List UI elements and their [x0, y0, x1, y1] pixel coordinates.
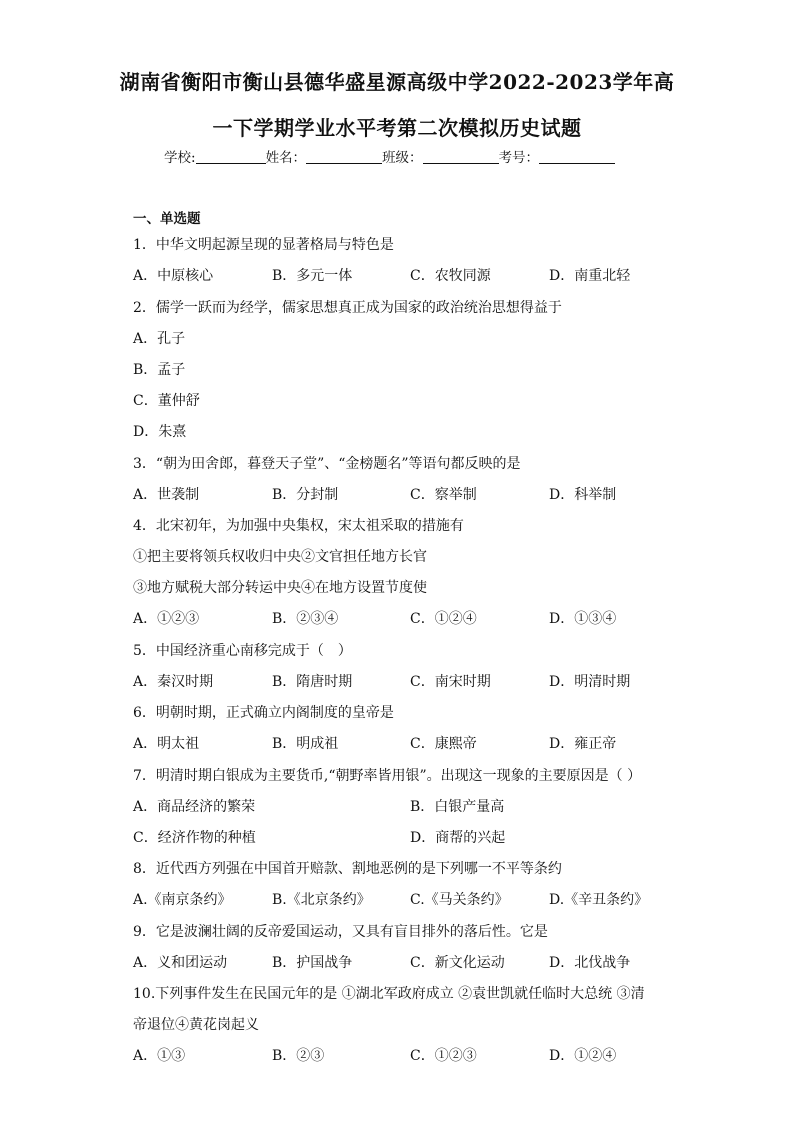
option-a: A．孔子 — [133, 331, 186, 347]
question-stem: 6．明朝时期，正式确立内阁制度的皇帝是 — [133, 705, 394, 721]
option-a: A．明太祖 — [133, 736, 200, 752]
option-b: B．②③ — [272, 1048, 325, 1064]
option-a: A．①②③ — [133, 611, 200, 627]
option-c: C．农牧同源 — [410, 268, 491, 284]
class-blank[interactable] — [423, 163, 499, 164]
question-stem: 9．它是波澜壮阔的反帝爱国运动，又具有盲目排外的落后性。它是 — [133, 924, 548, 940]
option-d: D.《辛丑条约》 — [549, 892, 649, 908]
question-sub-statement: ③地方赋税大部分转运中央④在地方设置节度使 — [133, 580, 427, 596]
option-b: B．隋唐时期 — [272, 674, 353, 690]
option-d: D．明清时期 — [549, 674, 631, 690]
option-d: D．雍正帝 — [549, 736, 617, 752]
exam-number-label: 考号： — [498, 150, 540, 166]
question-stem: 1．中华文明起源呈现的显著格局与特色是 — [133, 237, 394, 253]
option-a: A．秦汉时期 — [133, 674, 214, 690]
option-d: D．朱熹 — [133, 424, 187, 440]
option-b: B．明成祖 — [272, 736, 339, 752]
option-a: A．世袭制 — [133, 487, 200, 503]
question-stem: 10.下列事件发生在民国元年的是 ①湖北军政府成立 ②袁世凯就任临时大总统 ③清 — [133, 986, 645, 1002]
option-c: C．董仲舒 — [133, 393, 200, 409]
question-stem: 2．儒学一跃而为经学，儒家思想真正成为国家的政治统治思想得益于 — [133, 300, 562, 316]
option-a: A．中原核心 — [133, 268, 214, 284]
exam-title-line-2: 一下学期学业水平考第二次模拟历史试题 — [212, 116, 582, 140]
option-a: A．义和团运动 — [133, 955, 228, 971]
option-c: C．康熙帝 — [410, 736, 477, 752]
question-stem: 4．北宋初年，为加强中央集权，宋太祖采取的措施有 — [133, 518, 464, 534]
student-info-row — [164, 146, 615, 166]
option-d: D．①②④ — [549, 1048, 617, 1064]
exam-number-blank[interactable] — [539, 163, 615, 164]
exam-title-line-1: 湖南省衡阳市衡山县德华盛星源高级中学2022-2023学年高 — [119, 70, 675, 94]
option-c: C.《马关条约》 — [410, 892, 509, 908]
option-c: C．新文化运动 — [410, 955, 505, 971]
name-blank[interactable] — [306, 163, 382, 164]
option-a: A．①③ — [133, 1048, 186, 1064]
question-stem: 5．中国经济重心南移完成于（ ） — [133, 643, 352, 659]
option-d: D．科举制 — [549, 487, 617, 503]
option-a: A．商品经济的繁荣 — [133, 799, 256, 815]
option-d: D．北伐战争 — [549, 955, 631, 971]
name-label: 姓名： — [265, 150, 307, 166]
option-b: B．分封制 — [272, 487, 339, 503]
option-b: B.《北京条约》 — [272, 892, 371, 908]
option-b: B．孟子 — [133, 362, 186, 378]
school-blank[interactable] — [196, 163, 266, 164]
option-d: D．商帮的兴起 — [410, 830, 506, 846]
question-stem: 7．明清时期白银成为主要货币,“朝野率皆用银”。出现这一现象的主要原因是（ ） — [133, 768, 642, 784]
class-label: 班级： — [382, 150, 423, 166]
option-d: D．①③④ — [549, 611, 617, 627]
option-c: C．①②③ — [410, 1048, 477, 1064]
question-stem: 8．近代西方列强在中国首开赔款、割地恶例的是下列哪一不平等条约 — [133, 861, 562, 877]
school-label: 学校: — [164, 150, 196, 166]
option-b: B．多元一体 — [272, 268, 353, 284]
option-c: C．①②④ — [410, 611, 477, 627]
question-stem-continued: 帝退位④黄花岗起义 — [133, 1017, 259, 1033]
question-sub-statement: ①把主要将领兵权收归中央②文官担任地方长官 — [133, 549, 427, 565]
option-b: B．白银产量高 — [410, 799, 505, 815]
section-title: 一、单选题 — [133, 211, 201, 227]
option-b: B．护国战争 — [272, 955, 353, 971]
option-c: C．察举制 — [410, 487, 477, 503]
option-c: C．南宋时期 — [410, 674, 491, 690]
option-b: B．②③④ — [272, 611, 339, 627]
option-a: A.《南京条约》 — [133, 892, 232, 908]
option-c: C．经济作物的种植 — [133, 830, 256, 846]
option-d: D．南重北轻 — [549, 268, 631, 284]
question-stem: 3．“朝为田舍郎，暮登天子堂”、“金榜题名”等语句都反映的是 — [133, 456, 521, 472]
